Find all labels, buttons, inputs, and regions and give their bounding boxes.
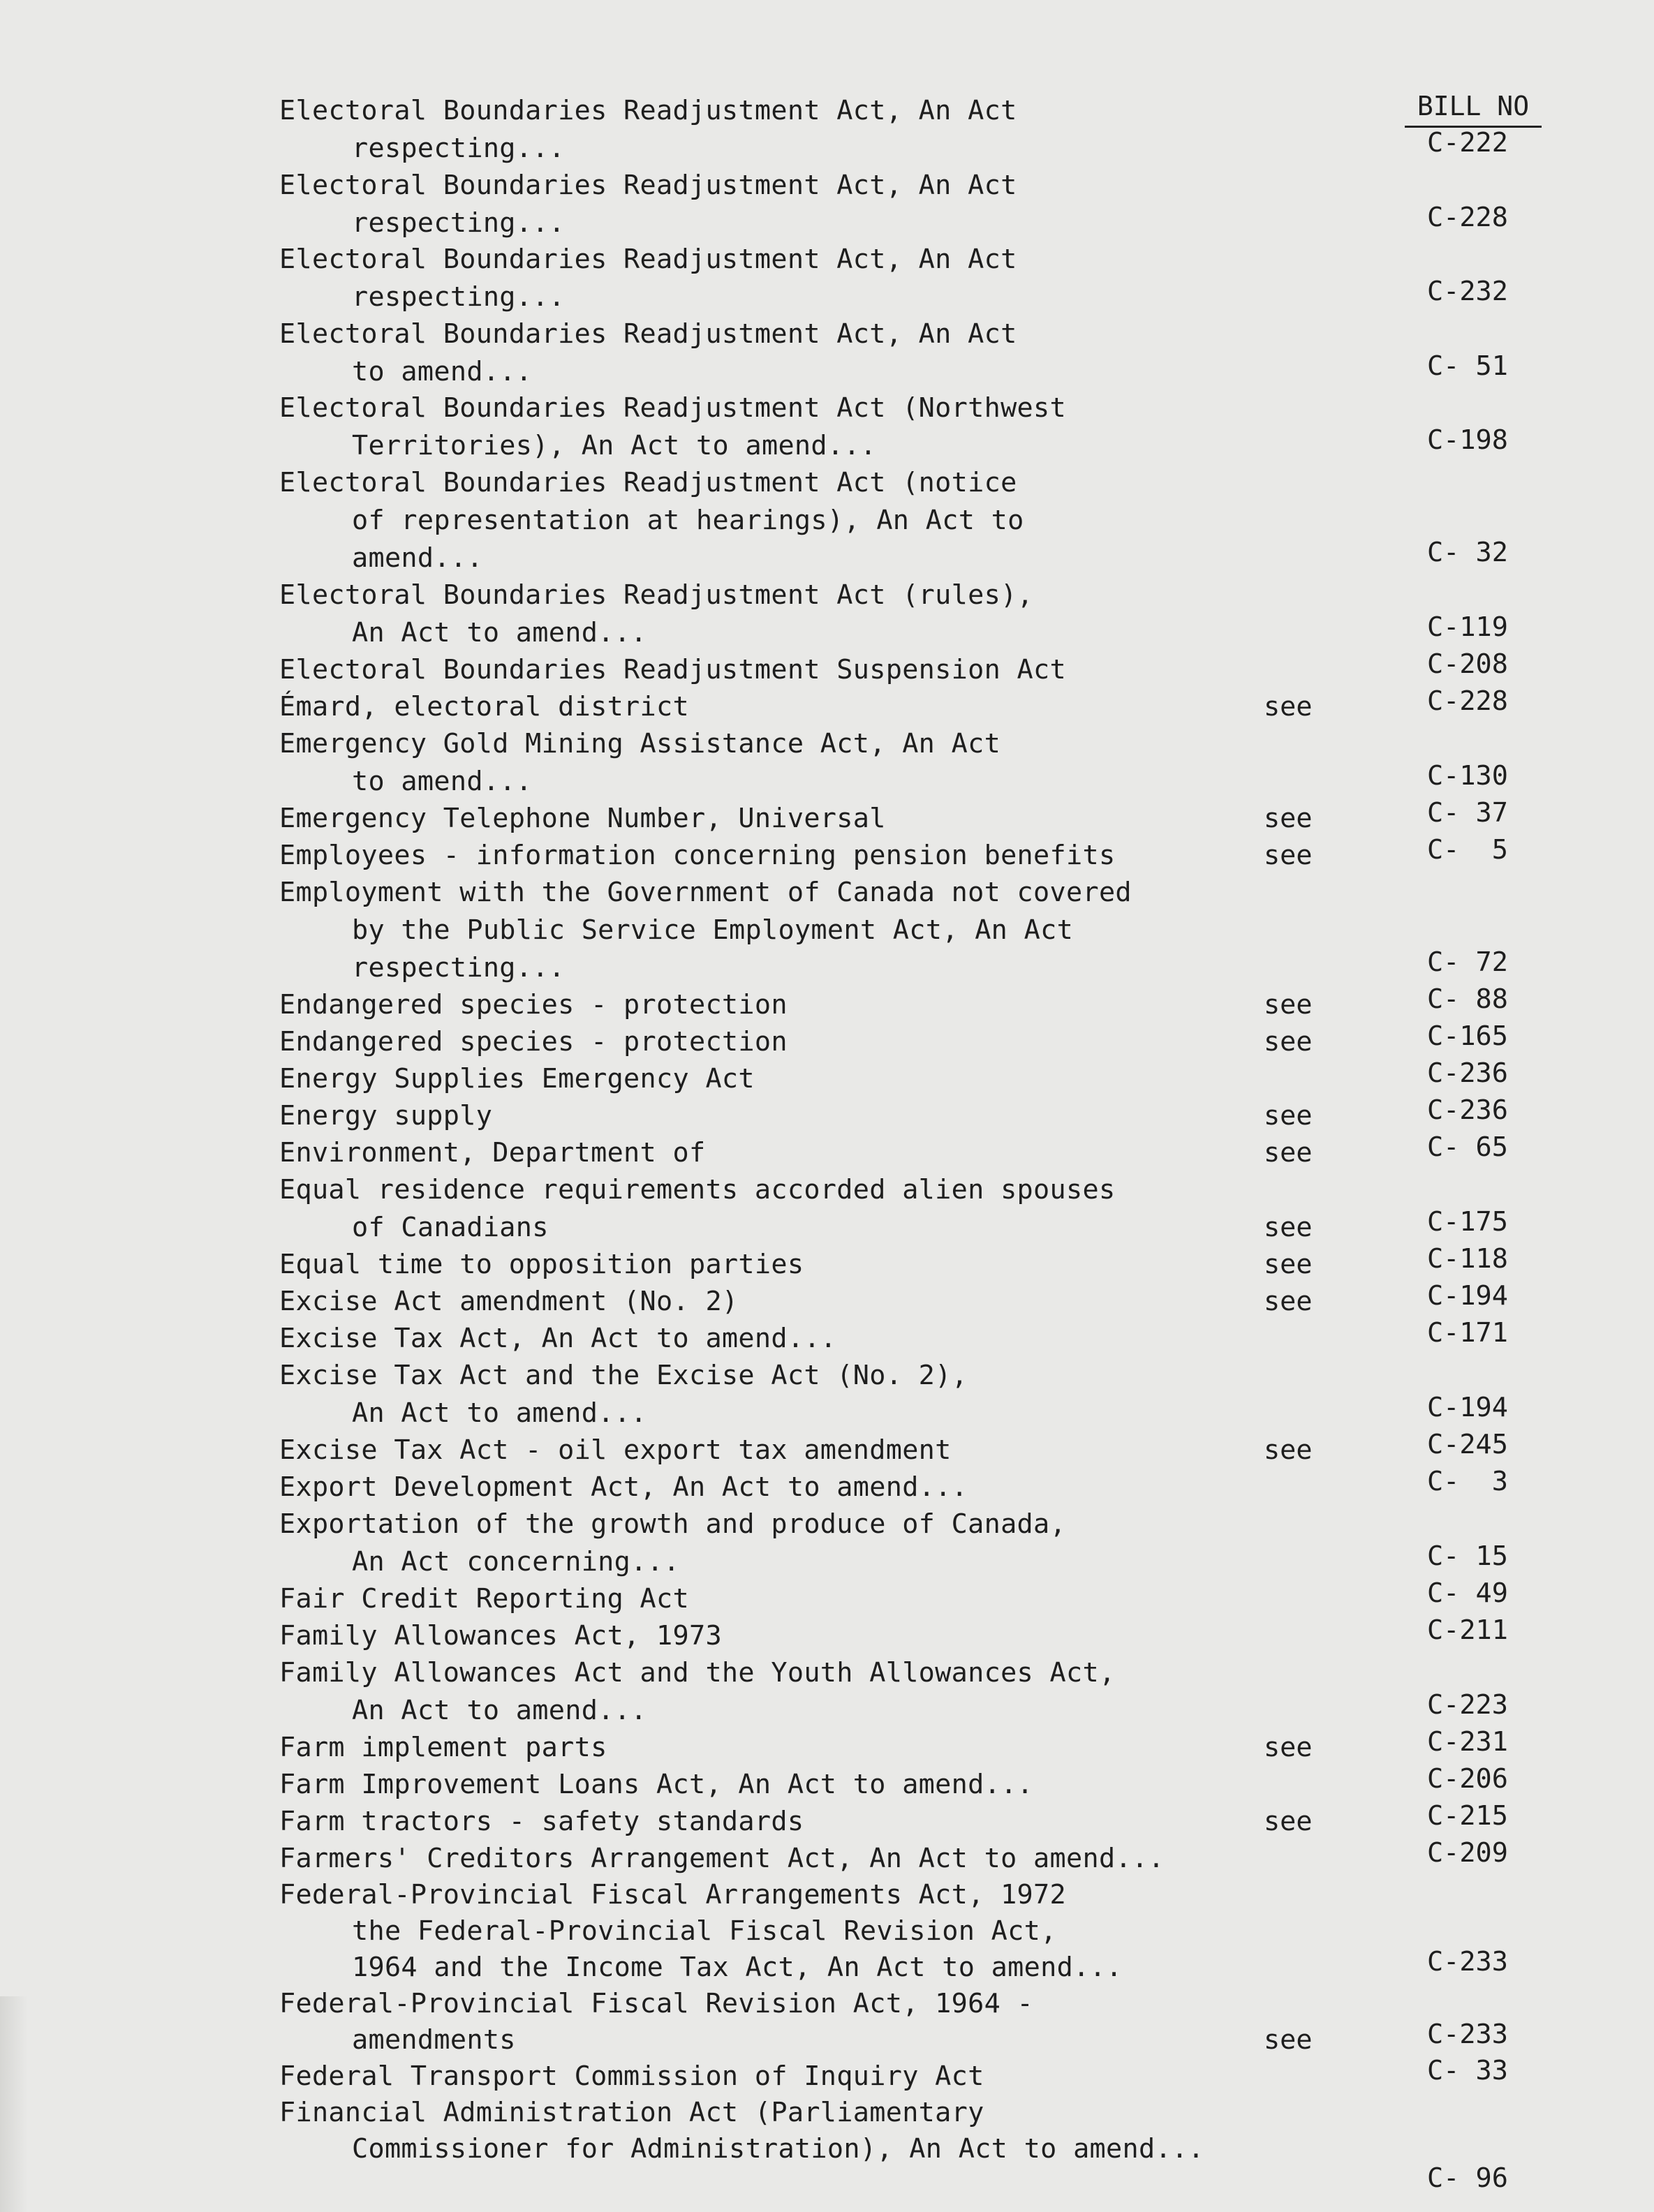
entry-line: An Act concerning... (352, 1546, 680, 1578)
bill-number: C-236 (1427, 1057, 1508, 1089)
entry-line: Federal Transport Commission of Inquiry Act (279, 2061, 984, 2092)
bill-number: C-232 (1427, 276, 1508, 307)
see-marker: see (1264, 1137, 1313, 1168)
bill-number: C-211 (1427, 1615, 1508, 1646)
bill-number: C-118 (1427, 1243, 1508, 1275)
bill-number: C- 96 (1427, 2162, 1508, 2194)
entry-line: respecting... (352, 952, 566, 983)
bill-number: C-228 (1427, 202, 1508, 233)
entry-line: Energy Supplies Emergency Act (279, 1063, 755, 1094)
entry-line: Federal-Provincial Fiscal Arrangements Act, 1972 (279, 1879, 1066, 1910)
entry-line: Excise Tax Act and the Excise Act (No. 2), (279, 1360, 968, 1391)
bill-no-header: BILL NO (1405, 91, 1542, 128)
entry-line: Export Development Act, An Act to amend... (279, 1471, 968, 1503)
bill-number: C- 15 (1427, 1541, 1508, 1572)
bill-number: C-165 (1427, 1020, 1508, 1052)
see-marker: see (1264, 840, 1313, 871)
entry-line: Electoral Boundaries Readjustment Act, An Act (279, 318, 1017, 350)
entry-line: Emergency Gold Mining Assistance Act, An Act (279, 728, 1001, 759)
bill-number: C-175 (1427, 1206, 1508, 1238)
entry-line: respecting... (352, 207, 566, 239)
entry-line: An Act to amend... (352, 1695, 647, 1726)
bill-number: C-198 (1427, 424, 1508, 456)
see-marker: see (1264, 691, 1313, 722)
see-marker: see (1264, 1286, 1313, 1317)
entry-line: Equal residence requirements accorded alien spouses (279, 1174, 1116, 1205)
entry-line: Electoral Boundaries Readjustment Act (rules), (279, 579, 1034, 611)
bill-number: C-233 (1427, 2019, 1508, 2050)
entry-line: Exportation of the growth and produce of Canada, (279, 1508, 1066, 1540)
bill-number: C- 37 (1427, 797, 1508, 829)
bill-number: C-223 (1427, 1689, 1508, 1721)
entry-line: of representation at hearings), An Act to (352, 505, 1024, 536)
entry-line: Commissioner for Administration), An Act to amend... (352, 2133, 1204, 2165)
bill-number: C-236 (1427, 1094, 1508, 1126)
entry-line: Farmers' Creditors Arrangement Act, An Act to amend... (279, 1843, 1165, 1874)
entry-line: Equal time to opposition parties (279, 1249, 804, 1280)
entry-line: Electoral Boundaries Readjustment Act (notice (279, 467, 1017, 498)
entry-line: Employees - information concerning pension benefits (279, 840, 1116, 871)
entry-line: amend... (352, 542, 483, 574)
entry-line: Fair Credit Reporting Act (279, 1583, 689, 1615)
bill-number: C- 33 (1427, 2055, 1508, 2086)
entry-line: Farm implement parts (279, 1732, 607, 1763)
entry-line: by the Public Service Employment Act, An Act (352, 914, 1074, 946)
bill-number: C-215 (1427, 1800, 1508, 1832)
entry-line: An Act to amend... (352, 1397, 647, 1429)
bill-number: C- 32 (1427, 537, 1508, 568)
bill-number: C-209 (1427, 1837, 1508, 1869)
bill-number: C-206 (1427, 1763, 1508, 1795)
entry-line: Family Allowances Act and the Youth Allowances Act, (279, 1657, 1116, 1688)
entry-line: Energy supply (279, 1100, 493, 1131)
entry-line: the Federal-Provincial Fiscal Revision Act, (352, 1915, 1057, 1947)
bill-number: C-130 (1427, 760, 1508, 792)
entry-line: Electoral Boundaries Readjustment Act, An Act (279, 170, 1017, 201)
see-marker: see (1264, 1100, 1313, 1131)
bill-number: C- 88 (1427, 983, 1508, 1015)
bill-number: C-119 (1427, 611, 1508, 643)
entry-line: Excise Tax Act, An Act to amend... (279, 1323, 837, 1354)
entry-line: Environment, Department of (279, 1137, 706, 1168)
entry-line: Electoral Boundaries Readjustment Act (Northwest (279, 392, 1066, 424)
entry-line: respecting... (352, 281, 566, 313)
bill-number: C- 51 (1427, 350, 1508, 382)
bill-number: C-228 (1427, 685, 1508, 717)
bill-number: C-231 (1427, 1726, 1508, 1758)
entry-line: of Canadians (352, 1212, 549, 1243)
entry-line: Family Allowances Act, 1973 (279, 1620, 722, 1651)
see-marker: see (1264, 1434, 1313, 1466)
bill-number: C- 3 (1427, 1466, 1508, 1497)
bill-number: C- 72 (1427, 947, 1508, 978)
entry-line: Federal-Provincial Fiscal Revision Act, 1964 - (279, 1988, 1034, 2019)
entry-line: Émard, electoral district (279, 691, 689, 722)
bill-number: C-208 (1427, 648, 1508, 680)
see-marker: see (1264, 2024, 1313, 2056)
see-marker: see (1264, 1249, 1313, 1280)
entry-line: 1964 and the Income Tax Act, An Act to amend... (352, 1952, 1123, 1983)
entry-line: Territories), An Act to amend... (352, 430, 877, 461)
see-marker: see (1264, 1806, 1313, 1837)
see-marker: see (1264, 1212, 1313, 1243)
entry-line: Farm Improvement Loans Act, An Act to amend... (279, 1769, 1034, 1800)
entry-line: amendments (352, 2024, 516, 2056)
entry-line: respecting... (352, 133, 566, 164)
see-marker: see (1264, 803, 1313, 834)
entry-line: Employment with the Government of Canada not covered (279, 877, 1132, 908)
entry-line: Excise Tax Act - oil export tax amendment (279, 1434, 952, 1466)
entry-line: Electoral Boundaries Readjustment Suspension Act (279, 654, 1066, 685)
entry-line: Endangered species - protection (279, 1026, 788, 1057)
entry-line: Emergency Telephone Number, Universal (279, 803, 886, 834)
see-marker: see (1264, 989, 1313, 1020)
bill-number: C- 5 (1427, 834, 1508, 866)
bill-number: C-194 (1427, 1280, 1508, 1312)
entry-line: to amend... (352, 356, 533, 387)
bill-number: C-222 (1427, 127, 1508, 158)
entry-line: Endangered species - protection (279, 989, 788, 1020)
page-edge-shadow (0, 1996, 28, 2212)
see-marker: see (1264, 1026, 1313, 1057)
bill-number: C-194 (1427, 1392, 1508, 1423)
see-marker: see (1264, 1732, 1313, 1763)
entry-line: Financial Administration Act (Parliamentary (279, 2097, 984, 2128)
bill-number: C-233 (1427, 1946, 1508, 1977)
bill-number: C- 49 (1427, 1578, 1508, 1609)
entry-line: An Act to amend... (352, 617, 647, 648)
bill-number: C-171 (1427, 1317, 1508, 1349)
entry-line: Electoral Boundaries Readjustment Act, An Act (279, 244, 1017, 275)
entry-line: Electoral Boundaries Readjustment Act, An Act (279, 95, 1017, 126)
entry-line: Farm tractors - safety standards (279, 1806, 804, 1837)
bill-number: C- 65 (1427, 1131, 1508, 1163)
entry-line: to amend... (352, 766, 533, 797)
entry-line: Excise Act amendment (No. 2) (279, 1286, 739, 1317)
bill-number: C-245 (1427, 1429, 1508, 1460)
